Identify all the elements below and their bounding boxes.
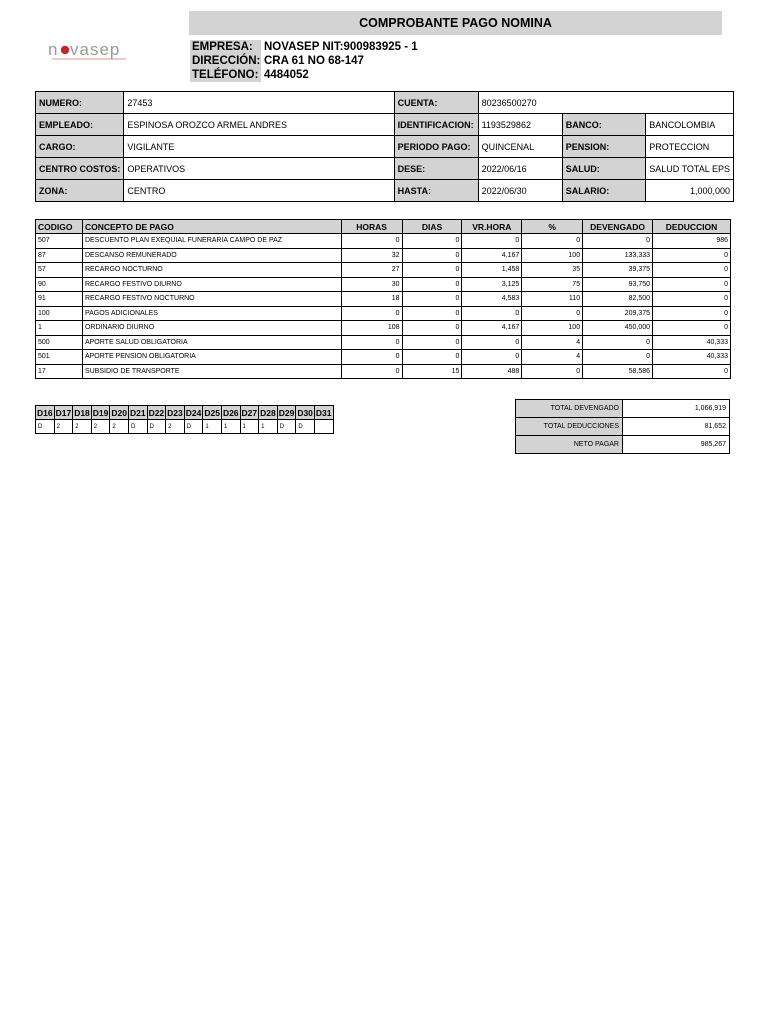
day-value: 2 [110,420,129,434]
table-cell: 0 [402,234,462,249]
pension-label: PENSION: [562,136,646,158]
total-devengado-value: 1,066,919 [623,400,730,418]
total-devengado-row [516,400,730,418]
table-cell: 1,458 [462,263,522,278]
day-header: D26 [222,407,239,418]
days-values-row [36,420,334,434]
col-vr-hora: VR.HORA [462,220,522,234]
document-title: COMPROBANTE PAGO NOMINA [189,11,722,35]
days-table [35,405,334,434]
day-header: D24 [185,407,202,418]
salud-value: SALUD TOTAL EPS [646,158,734,180]
table-row [36,277,731,292]
table-cell: 450,000 [583,321,653,336]
table-cell: 0 [341,335,402,350]
table-cell: 500 [36,335,83,350]
table-cell: RECARGO FESTIVO DIURNO [82,277,341,292]
total-devengado-label: TOTAL DEVENGADO [516,400,623,418]
day-header: D31 [315,407,332,418]
table-cell: ORDINARIO DIURNO [82,321,341,336]
cuenta-label: CUENTA: [394,92,478,114]
svg-text:vasep: vasep [70,40,121,59]
table-cell: DESCUENTO PLAN EXEQUIAL FUNERARIA CAMPO DE PAZ [82,234,341,249]
table-cell: 0 [462,234,522,249]
day-value: 2 [166,420,185,434]
desde-label: DESE: [394,158,478,180]
col-devengado: DEVENGADO [583,220,653,234]
payment-detail-table [35,219,731,379]
neto-pagar-label: NETO PAGAR [516,436,623,454]
telefono-value: 4484052 [264,69,309,81]
hasta-label: HASTA: [394,180,478,202]
table-cell: 108 [341,321,402,336]
identificacion-value: 1193529862 [478,114,562,136]
table-cell: 209,375 [583,306,653,321]
table-row [36,335,731,350]
day-value: D [36,420,55,434]
table-cell: 0 [402,263,462,278]
table-cell: 27 [341,263,402,278]
table-row [36,321,731,336]
totals-table [515,399,730,454]
detail-body [36,234,731,379]
table-cell: 1 [36,321,83,336]
table-cell: 0 [402,335,462,350]
table-row [36,306,731,321]
table-cell: 4 [522,335,583,350]
table-cell: 15 [402,364,462,379]
table-cell: APORTE PENSION OBLIGATORIA [82,350,341,365]
numero-value: 27453 [124,92,394,114]
day-value: 2 [91,420,110,434]
day-value: 2 [73,420,92,434]
table-cell: RECARGO FESTIVO NOCTURNO [82,292,341,307]
day-value: 1 [203,420,222,434]
table-cell: 0 [402,277,462,292]
day-header: D20 [111,407,127,418]
total-deducciones-value: 81,652 [623,418,730,436]
info-row [36,158,734,180]
table-cell: 75 [522,277,583,292]
table-cell: 507 [36,234,83,249]
day-header: D22 [148,407,165,418]
empleado-value: ESPINOSA OROZCO ARMEL ANDRES [124,114,394,136]
company-info [190,40,418,82]
table-cell: 4,583 [462,292,522,307]
table-cell: 110 [522,292,583,307]
table-cell: 0 [653,364,731,379]
table-cell: 57 [36,263,83,278]
day-header: D27 [241,407,258,418]
day-value: D [296,420,315,434]
day-value: D [277,420,296,434]
desde-value: 2022/06/16 [478,158,562,180]
table-cell: 0 [341,306,402,321]
info-row [36,114,734,136]
day-value [314,420,333,434]
table-cell: 0 [402,306,462,321]
table-cell: 40,333 [653,350,731,365]
table-cell: 58,586 [583,364,653,379]
empresa-label: EMPRESA: [190,40,261,54]
table-cell: 90 [36,277,83,292]
table-cell: 0 [653,321,731,336]
zona-value: CENTRO [124,180,394,202]
pension-value: PROTECCION [646,136,734,158]
table-cell: 0 [522,234,583,249]
day-header: D18 [74,407,90,418]
table-cell: RECARGO NOCTURNO [82,263,341,278]
table-cell: 39,375 [583,263,653,278]
col-dias: DIAS [402,220,462,234]
table-cell: 0 [522,306,583,321]
info-row [36,92,734,114]
day-value: 1 [259,420,278,434]
col-concepto: CONCEPTO DE PAGO [82,220,341,234]
empresa-value: NOVASEP NIT:900983925 - 1 [264,41,418,53]
table-cell: 0 [462,335,522,350]
info-row [36,136,734,158]
table-cell: 0 [653,263,731,278]
table-cell: 0 [402,321,462,336]
table-cell: 0 [583,335,653,350]
day-header: D19 [92,407,109,418]
day-header: D21 [129,407,146,418]
day-value: D [184,420,203,434]
day-value: 2 [54,420,73,434]
table-cell: 40,333 [653,335,731,350]
salario-value: 1,000,000 [646,180,734,202]
table-cell: 93,750 [583,277,653,292]
day-value: D [128,420,147,434]
table-cell: 17 [36,364,83,379]
table-cell: 133,333 [583,248,653,263]
table-cell: 35 [522,263,583,278]
table-row [36,263,731,278]
employee-info-table [35,91,734,202]
day-header: D29 [278,407,295,418]
table-cell: 100 [522,248,583,263]
day-value: 1 [240,420,259,434]
hasta-value: 2022/06/30 [478,180,562,202]
table-cell: 0 [653,248,731,263]
table-cell: DESCANSO REMUNERADO [82,248,341,263]
table-cell: 0 [583,234,653,249]
table-cell: 0 [341,364,402,379]
table-cell: 0 [402,248,462,263]
direccion-label: DIRECCIÓN: [192,55,261,67]
table-cell: SUBSIDIO DE TRANSPORTE [82,364,341,379]
table-cell: 18 [341,292,402,307]
table-row [36,350,731,365]
total-deducciones-row [516,418,730,436]
table-cell: 0 [402,350,462,365]
table-cell: 0 [462,306,522,321]
banco-label: BANCO: [562,114,646,136]
centro-costos-label: CENTRO COSTOS: [36,158,124,180]
table-cell: 4,167 [462,248,522,263]
table-cell: 30 [341,277,402,292]
table-cell: 0 [522,364,583,379]
day-header: D16 [37,407,53,418]
numero-label: NUMERO: [36,92,124,114]
svg-text:n: n [48,40,59,59]
salud-label: SALUD: [562,158,646,180]
day-header: D23 [167,407,183,418]
table-cell: 32 [341,248,402,263]
company-logo [46,40,162,62]
table-cell: 0 [653,306,731,321]
day-value: 1 [221,420,240,434]
cuenta-value: 80236500270 [478,92,733,114]
neto-pagar-row [516,436,730,454]
table-cell: PAGOS ADICIONALES [82,306,341,321]
table-cell: 986 [653,234,731,249]
neto-pagar-value: 985,267 [623,436,730,454]
day-header: D30 [297,407,313,418]
col-porcentaje: % [522,220,583,234]
col-codigo: CODIGO [36,220,83,234]
total-deducciones-label: TOTAL DEDUCCIONES [516,418,623,436]
table-cell: 4 [522,350,583,365]
cargo-label: CARGO: [36,136,124,158]
table-cell: 488 [462,364,522,379]
direccion-value: CRA 61 NO 68-147 [264,55,364,67]
empleado-label: EMPLEADO: [36,114,124,136]
col-deduccion: DEDUCCION [653,220,731,234]
table-cell: 0 [583,350,653,365]
identificacion-label: IDENTIFICACION: [394,114,478,136]
table-cell: 0 [341,350,402,365]
table-cell: 0 [653,292,731,307]
day-header: D28 [260,407,276,418]
telefono-label: TELÉFONO: [190,68,261,82]
day-header: D17 [55,407,72,418]
table-cell: 100 [522,321,583,336]
zona-label: ZONA: [36,180,124,202]
table-cell: 0 [462,350,522,365]
salario-label: SALARIO: [562,180,646,202]
table-cell: 100 [36,306,83,321]
table-cell: APORTE SALUD OBLIGATORIA [82,335,341,350]
col-horas: HORAS [341,220,402,234]
table-cell: 87 [36,248,83,263]
periodo-value: QUINCENAL [478,136,562,158]
table-cell: 91 [36,292,83,307]
table-row [36,234,731,249]
table-cell: 0 [653,277,731,292]
table-row [36,248,731,263]
centro-costos-value: OPERATIVOS [124,158,394,180]
table-row [36,292,731,307]
detail-header-row [36,220,731,234]
table-cell: 4,167 [462,321,522,336]
periodo-label: PERIODO PAGO: [394,136,478,158]
table-cell: 0 [402,292,462,307]
table-cell: 0 [341,234,402,249]
banco-value: BANCOLOMBIA [646,114,734,136]
table-cell: 3,125 [462,277,522,292]
days-header-row [36,406,334,420]
table-row [36,364,731,379]
info-row [36,180,734,202]
table-cell: 501 [36,350,83,365]
table-cell: 82,500 [583,292,653,307]
cargo-value: VIGILANTE [124,136,394,158]
day-header: D25 [204,407,220,418]
day-value: D [147,420,166,434]
